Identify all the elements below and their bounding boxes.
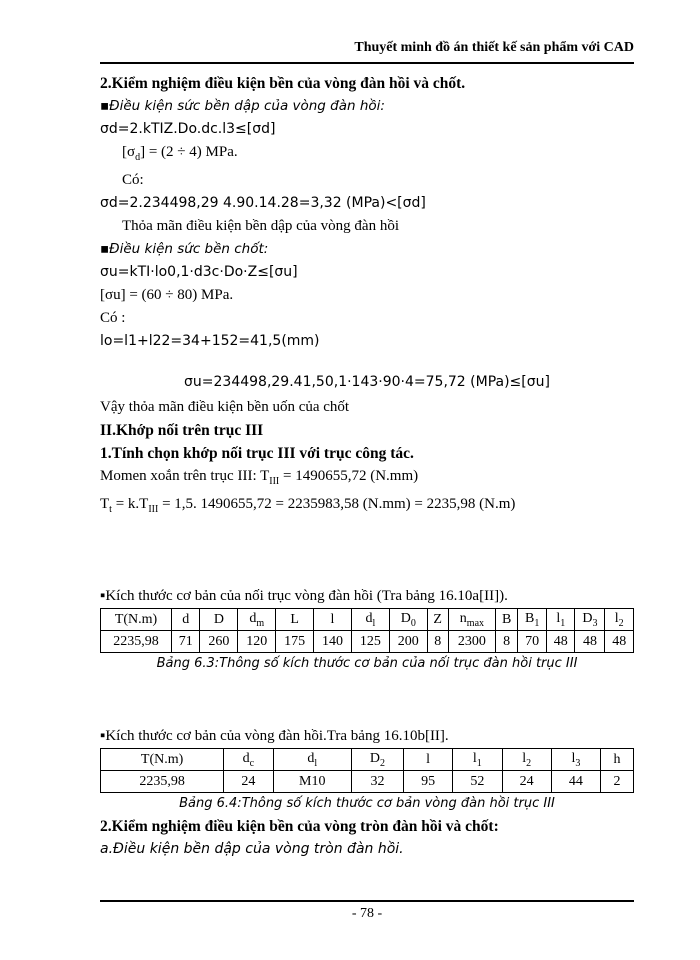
text-line: Có: [122,172,144,188]
section-title: II.Khớp nối trên trục III [100,422,264,439]
header-cell: $B_1$ [518,609,547,631]
table-row [101,631,634,653]
header-cell: l [403,749,452,771]
header-cell: $d_m$ [238,609,276,631]
header-cell: $D_2$ [352,749,404,771]
text-line: Vậy thỏa mãn điều kiện bền uốn của chốt [100,399,350,415]
table-cell: 2 [601,771,634,793]
table-cell: 8 [496,631,518,653]
formula: σu=234498,29.41,50,1·143·90·4=75,72 (MPa)≤[σu] [184,374,550,390]
header-cell: $l_3$ [551,749,600,771]
section-title: 2.Kiểm nghiệm điều kiện bền của vòng tròn đàn hồi và chốt: [100,818,499,835]
page-number: - 78 - [100,900,634,922]
text-line: Thỏa mãn điều kiện bền dập của vòng đàn hồi [122,218,400,234]
header-cell: $l_1$ [547,609,575,631]
text-line: a.Điều kiện bền dập của vòng tròn đàn hồi. [100,841,404,857]
table-cell: 125 [351,631,389,653]
table-caption: Bảng 6.3:Thông số kích thước cơ bản của nối trục đàn hồi trục III [156,656,578,671]
header-cell: $l_2$ [605,609,634,631]
header-cell: d [172,609,200,631]
header-cell: $d_c$ [224,749,273,771]
formula: σd=2.kTIZ.Do.dc.l3≤[σd] [100,121,276,137]
header-cell: L [276,609,314,631]
condition-heading: ▪Điều kiện sức bền dập của vòng đàn hồi: [100,98,385,114]
table-cell: 48 [605,631,634,653]
header-cell: D [200,609,238,631]
table-intro: ▪Kích thước cơ bản của nối trục vòng đàn hồi (Tra bảng 16.10a[II]). [100,588,508,604]
formula: [σu] = (60 ÷ 80) MPa. [100,287,234,303]
table-cell: 24 [224,771,273,793]
formula: σd=2.234498,29 4.90.14.28=3,32 (MPa)<[σd] [100,195,426,211]
text-line: Momen xoắn trên trục III: $T_{III} = 1490655,72$ (N.mm) [100,468,419,487]
section-title: 2.Kiểm nghiệm điều kiện bền của vòng đàn hồi và chốt. [100,75,466,92]
table-cell: M10 [273,771,352,793]
ring-dimensions-table [100,748,634,793]
formula: lo=l1+l22=34+152=41,5(mm) [100,333,320,349]
header-cell: $d_l$ [351,609,389,631]
page-header: Thuyết minh đồ án thiết kế sản phẩm với CAD [100,40,634,64]
table-cell: 32 [352,771,404,793]
header-cell: $D_0$ [389,609,427,631]
formula: $[\sigma_d] = (2 \div 4)$ MPa. [122,144,238,163]
coupling-dimensions-table [100,608,634,653]
table-cell: 48 [547,631,575,653]
table-cell: 2300 [448,631,495,653]
table-cell: 2235,98 [101,771,224,793]
table-cell: 8 [427,631,448,653]
table-cell: 95 [403,771,452,793]
header-cell: T(N.m) [101,749,224,771]
table-cell: 48 [575,631,605,653]
formula: σu=kTI·lo0,1·d3c·Do·Z≤[σu] [100,264,298,280]
table-cell: 52 [453,771,502,793]
header-cell: $l_1$ [453,749,502,771]
header-cell: $l_2$ [502,749,551,771]
header-cell: Z [427,609,448,631]
table-header-row [101,749,634,771]
table-cell: 260 [200,631,238,653]
table-intro: ▪Kích thước cơ bản của vòng đàn hồi.Tra bảng 16.10b[II]. [100,728,449,744]
header-cell: $d_l$ [273,749,352,771]
page-content [100,72,634,861]
subsection-title: 1.Tính chọn khớp nối trục III với trục công tác. [100,445,414,462]
text-line: $T_t = k.T_{III} = 1,5$. 1490655,72 = 2235983,58 (N.mm) = 2235,98 (N.m) [100,496,516,515]
table-cell: 120 [238,631,276,653]
table-cell: 2235,98 [101,631,172,653]
header-cell: $D_3$ [575,609,605,631]
condition-heading: ▪Điều kiện sức bền chốt: [100,241,269,257]
table-caption: Bảng 6.4:Thông số kích thước cơ bản vòng đàn hồi trục III [179,796,555,811]
table-cell: 24 [502,771,551,793]
table-cell: 71 [172,631,200,653]
header-cell: h [601,749,634,771]
table-cell: 140 [314,631,352,653]
header-cell: T(N.m) [101,609,172,631]
table-cell: 70 [518,631,547,653]
header-cell: $n_{max}$ [448,609,495,631]
header-cell: B [496,609,518,631]
text-line: Có : [100,310,126,326]
table-cell: 44 [551,771,600,793]
table-row [101,771,634,793]
table-cell: 175 [276,631,314,653]
table-cell: 200 [389,631,427,653]
header-cell: l [314,609,352,631]
table-header-row [101,609,634,631]
